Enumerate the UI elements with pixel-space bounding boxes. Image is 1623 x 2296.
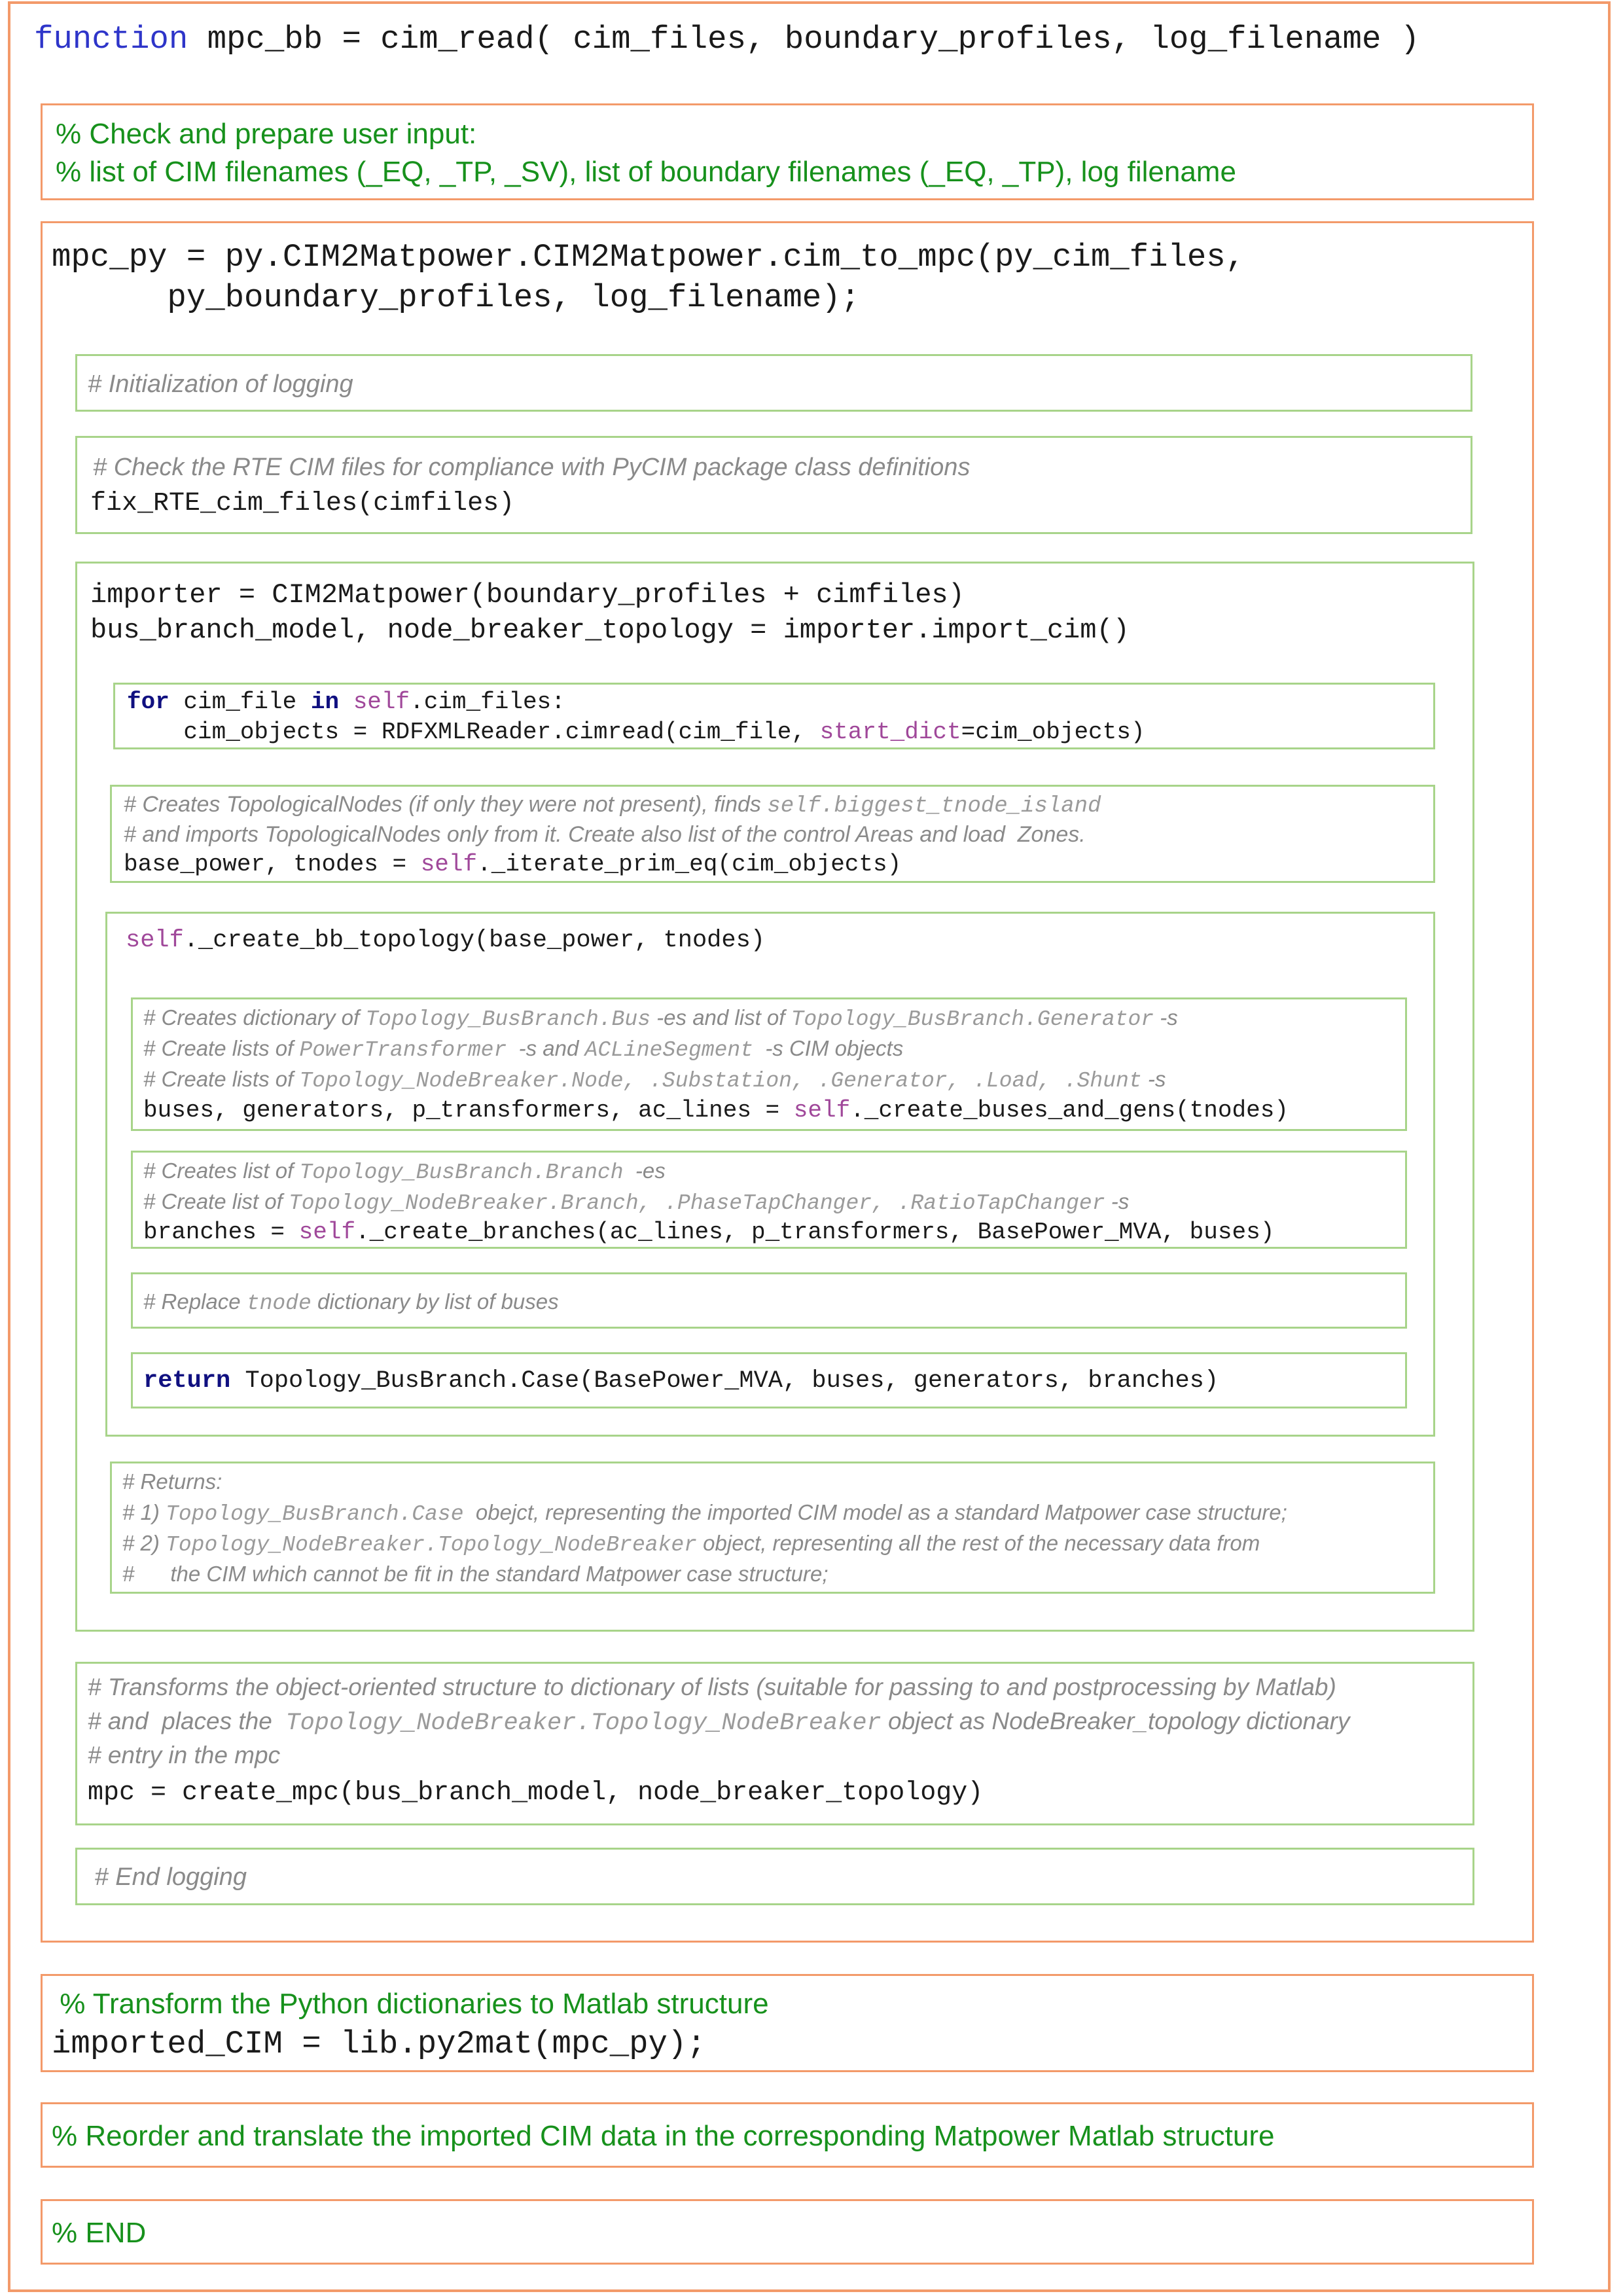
transform-box [41, 1974, 1534, 2072]
check-input-box [41, 103, 1534, 200]
buses-gens-code: buses, generators, p_transformers, ac_lines = self._create_buses_and_gens(tnodes) [143, 1097, 1289, 1124]
buses-gens-comment-1: # Creates dictionary of Topology_BusBranch.Bus -es and list of Topology_BusBranch.Generator -s [143, 1005, 1178, 1031]
for-keyword: for [127, 689, 169, 715]
check-input-comment-2: % list of CIM filenames (_EQ, _TP, _SV), list of boundary filenames (_EQ, _TP), log filename [56, 156, 1236, 188]
branches-code: branches = self._create_branches(ac_lines, p_transformers, BasePower_MVA, buses) [143, 1219, 1275, 1246]
end-box [41, 2199, 1534, 2265]
init-logging-comment: # Initialization of logging [88, 370, 353, 398]
reorder-box [41, 2102, 1534, 2168]
branches-comment-2: # Create list of Topology_NodeBreaker.Branch, .PhaseTapChanger, .RatioTapChanger -s [143, 1189, 1130, 1215]
return-keyword: return [143, 1367, 231, 1395]
iterate-comment-1: # Creates TopologicalNodes (if only they were not present), finds self.biggest_tnode_island [124, 792, 1101, 819]
returns-box [110, 1462, 1435, 1594]
transform-code: imported_CIM = lib.py2mat(mpc_py); [52, 2026, 706, 2062]
return-code: return Topology_BusBranch.Case(BasePower_MVA, buses, generators, branches) [143, 1367, 1219, 1395]
iterate-box [110, 785, 1435, 883]
buses-gens-box [131, 997, 1407, 1131]
for-loop-box [113, 683, 1435, 749]
create-mpc-box [75, 1662, 1474, 1825]
for-loop-line-2: cim_objects = RDFXMLReader.cimread(cim_file, start_dict=cim_objects) [127, 719, 1145, 745]
end-logging-comment: # End logging [88, 1863, 247, 1891]
returns-comment-4: # the CIM which cannot be fit in the standard Matpower case structure; [122, 1562, 829, 1586]
function-keyword: function [34, 21, 188, 58]
branches-comment-1: # Creates list of Topology_BusBranch.Branch -es [143, 1158, 666, 1185]
reorder-comment: % Reorder and translate the imported CIM data in the corresponding Matpower Matlab structure [52, 2120, 1275, 2152]
replace-comment: # Replace tnode dictionary by list of buses [143, 1289, 559, 1316]
replace-box [131, 1272, 1407, 1329]
importer-box [75, 562, 1474, 1632]
returns-comment-1: # Returns: [122, 1469, 223, 1494]
end-logging-box [75, 1848, 1474, 1905]
branches-box [131, 1151, 1407, 1249]
create-mpc-code: mpc = create_mpc(bus_branch_model, node_breaker_topology) [88, 1778, 984, 1808]
function-signature: function mpc_bb = cim_read( cim_files, boundary_profiles, log_filename ) [34, 21, 1420, 58]
return-box [131, 1352, 1407, 1408]
bb-topology-code: self._create_bb_topology(base_power, tnodes) [126, 927, 765, 954]
init-logging-box [75, 354, 1472, 412]
buses-gens-comment-3: # Create lists of Topology_NodeBreaker.Node, .Substation, .Generator, .Load, .Shunt -s [143, 1067, 1166, 1093]
importer-line-1: importer = CIM2Matpower(boundary_profiles + cimfiles) [90, 579, 965, 611]
iterate-code: base_power, tnodes = self._iterate_prim_eq(cim_objects) [124, 851, 902, 878]
end-comment: % END [52, 2217, 147, 2249]
bb-topology-box [105, 912, 1435, 1437]
fix-rte-box [75, 436, 1472, 534]
returns-comment-2: # 1) Topology_BusBranch.Case obejct, representing the imported CIM model as a standard Matpower case structure; [122, 1500, 1287, 1526]
python-call-line-2: py_boundary_profiles, log_filename); [52, 279, 861, 316]
check-input-comment-1: % Check and prepare user input: [56, 118, 477, 150]
create-mpc-comment-1: # Transforms the object-oriented structure to dictionary of lists (suitable for passing to and postprocessing by Matlab) [88, 1674, 1336, 1700]
for-loop-line-1: for cim_file in self.cim_files: [127, 689, 565, 715]
returns-comment-3: # 2) Topology_NodeBreaker.Topology_NodeBreaker object, representing all the rest of the necessary data from [122, 1531, 1260, 1557]
python-call-box [41, 221, 1534, 1943]
fix-rte-comment: # Check the RTE CIM files for compliance with PyCIM package class definitions [93, 454, 971, 481]
iterate-comment-2: # and imports TopologicalNodes only from it. Create also list of the control Areas and load Zones. [124, 822, 1086, 847]
python-call-line-1: mpc_py = py.CIM2Matpower.CIM2Matpower.cim_to_mpc(py_cim_files, [52, 239, 1245, 276]
in-keyword: in [310, 689, 340, 715]
fix-rte-code: fix_RTE_cim_files(cimfiles) [90, 489, 515, 518]
create-mpc-comment-3: # entry in the mpc [88, 1742, 281, 1768]
buses-gens-comment-2: # Create lists of PowerTransformer -s and ACLineSegment -s CIM objects [143, 1036, 904, 1062]
importer-line-2: bus_branch_model, node_breaker_topology = importer.import_cim() [90, 615, 1130, 646]
transform-comment: % Transform the Python dictionaries to Matlab structure [52, 1988, 769, 2020]
create-mpc-comment-2: # and places the Topology_NodeBreaker.Topology_NodeBreaker object as NodeBreaker_topology dictionary [88, 1708, 1350, 1737]
